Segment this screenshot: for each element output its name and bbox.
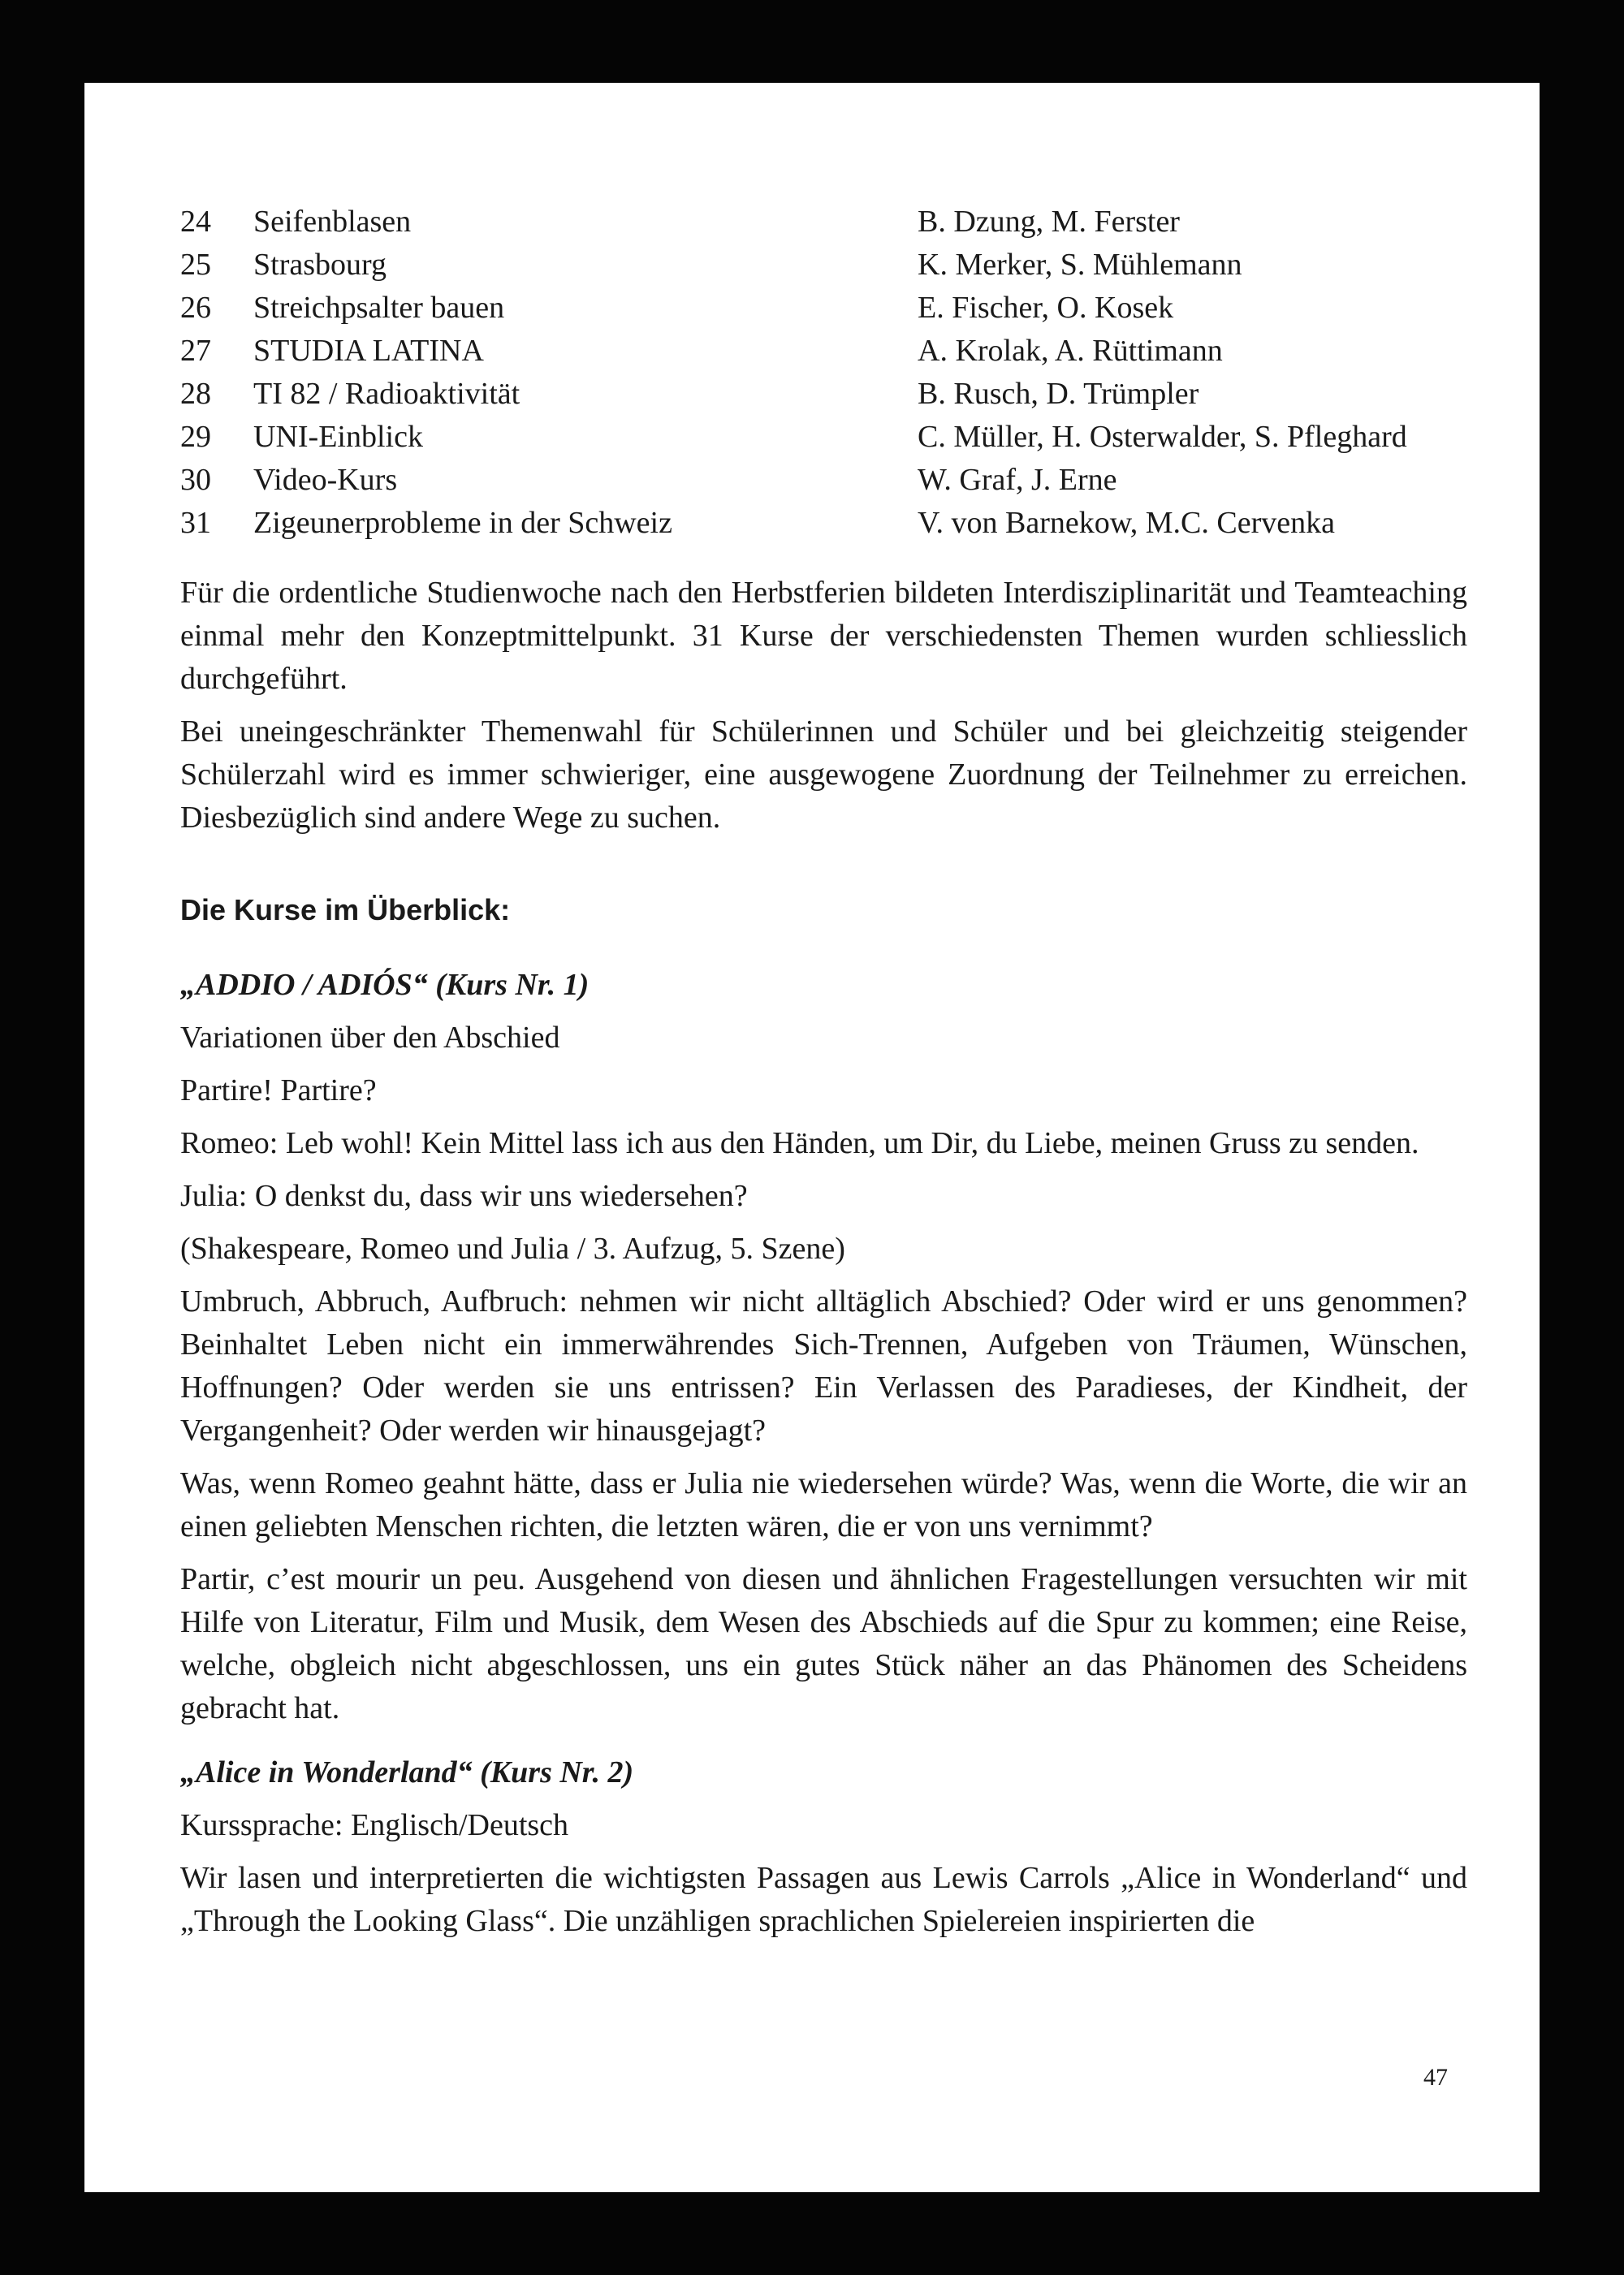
course-2-paragraph: Kurssprache: Englisch/Deutsch <box>180 1808 569 1842</box>
course-2-paragraph: Wir lasen und interpretierten die wichtigsten Passagen aus Lewis Carrols „Alice in Wonderland“ und „Through the Looking Glass“. Die unzähligen sprachlichen Spielereien inspirierten die <box>180 1861 1467 1938</box>
course-leaders: V. von Barnekow, M.C. Cervenka <box>918 506 1335 540</box>
course-row <box>180 201 1447 244</box>
course-1-paragraph: Partire! Partire? <box>180 1073 377 1107</box>
overview-heading: Die Kurse im Überblick: <box>180 893 511 926</box>
course-1-paragraph: Variationen über den Abschied <box>180 1021 560 1055</box>
course-leaders: W. Graf, J. Erne <box>918 463 1117 497</box>
course-leaders: A. Krolak, A. Rüttimann <box>918 334 1223 368</box>
course-title: Zigeunerprobleme in der Schweiz <box>253 506 672 540</box>
course-number: 31 <box>180 506 211 540</box>
course-leaders: C. Müller, H. Osterwalder, S. Pfleghard <box>918 420 1407 454</box>
intro-paragraph: Bei uneingeschränkter Themenwahl für Schülerinnen und Schüler und bei gleichzeitig steigender Schülerzahl wird es immer schwieriger, eine ausgewogene Zuordnung der Teilnehmer zu erreichen. Diesbezüglich sind andere Wege zu suchen. <box>180 714 1467 835</box>
course-row <box>180 373 1447 416</box>
document-body <box>180 572 1467 1953</box>
course-number: 24 <box>180 205 211 239</box>
course-number: 29 <box>180 420 211 454</box>
course-title: UNI-Einblick <box>253 420 423 454</box>
course-title: Streichpsalter bauen <box>253 291 505 325</box>
course-row <box>180 244 1447 287</box>
course-leaders: K. Merker, S. Mühlemann <box>918 248 1242 282</box>
course-1-paragraph: Julia: O denkst du, dass wir uns wiedersehen? <box>180 1179 748 1213</box>
course-number: 27 <box>180 334 211 368</box>
course-2-heading: „Alice in Wonderland“ (Kurs Nr. 2) <box>180 1755 634 1789</box>
course-title: Seifenblasen <box>253 205 412 239</box>
course-number: 26 <box>180 291 211 325</box>
course-leaders: B. Dzung, M. Ferster <box>918 205 1180 239</box>
intro-paragraph: Für die ordentliche Studienwoche nach den Herbstferien bildeten Interdisziplinarität und Teamteaching einmal mehr den Konzeptmittelpunkt. 31 Kurse der verschiedensten Themen wurden schliesslich durchgeführt. <box>180 576 1467 696</box>
course-1-heading: „ADDIO / ADIÓS“ (Kurs Nr. 1) <box>180 968 590 1002</box>
course-title: Strasbourg <box>253 248 387 282</box>
course-row <box>180 416 1447 459</box>
course-number: 25 <box>180 248 211 282</box>
course-title: Video-Kurs <box>253 463 398 497</box>
course-number: 28 <box>180 377 211 411</box>
course-row <box>180 287 1447 330</box>
course-leaders: B. Rusch, D. Trümpler <box>918 377 1199 411</box>
course-1-paragraph: Was, wenn Romeo geahnt hätte, dass er Julia nie wiedersehen würde? Was, wenn die Worte, die wir an einen geliebten Menschen richten, die letzten wären, die er von uns vernimmt? <box>180 1466 1467 1543</box>
course-number: 30 <box>180 463 211 497</box>
course-leaders: E. Fischer, O. Kosek <box>918 291 1174 325</box>
document-page <box>84 83 1540 2192</box>
course-1-paragraph: Romeo: Leb wohl! Kein Mittel lass ich aus den Händen, um Dir, du Liebe, meinen Gruss zu senden. <box>180 1126 1419 1160</box>
course-title: TI 82 / Radioaktivität <box>253 377 520 411</box>
course-1-paragraph: (Shakespeare, Romeo und Julia / 3. Aufzug, 5. Szene) <box>180 1232 845 1266</box>
page-number: 47 <box>1423 2064 1448 2091</box>
course-list <box>180 201 1447 545</box>
course-1-paragraph: Partir, c’est mourir un peu. Ausgehend von diesen und ähnlichen Fragestellungen versuchten wir mit Hilfe von Literatur, Film und Musik, dem Wesen des Abschieds auf die Spur zu kommen; eine Reise, welche, obgleich nicht abgeschlossen, uns ein gutes Stück näher an das Phänomen des Scheidens gebracht hat. <box>180 1562 1467 1725</box>
course-row <box>180 502 1447 545</box>
course-row <box>180 330 1447 373</box>
course-title: STUDIA LATINA <box>253 334 484 368</box>
course-row <box>180 459 1447 502</box>
course-1-paragraph: Umbruch, Abbruch, Aufbruch: nehmen wir nicht alltäglich Abschied? Oder wird er uns genommen? Beinhaltet Leben nicht ein immerwährendes Sich-Trennen, Aufgeben von Träumen, Wünschen, Hoffnungen? Oder werden sie uns entrissen? Ein Verlassen des Paradieses, der Kindheit, der Vergangenheit? Oder werden wir hinausgejagt? <box>180 1284 1467 1448</box>
